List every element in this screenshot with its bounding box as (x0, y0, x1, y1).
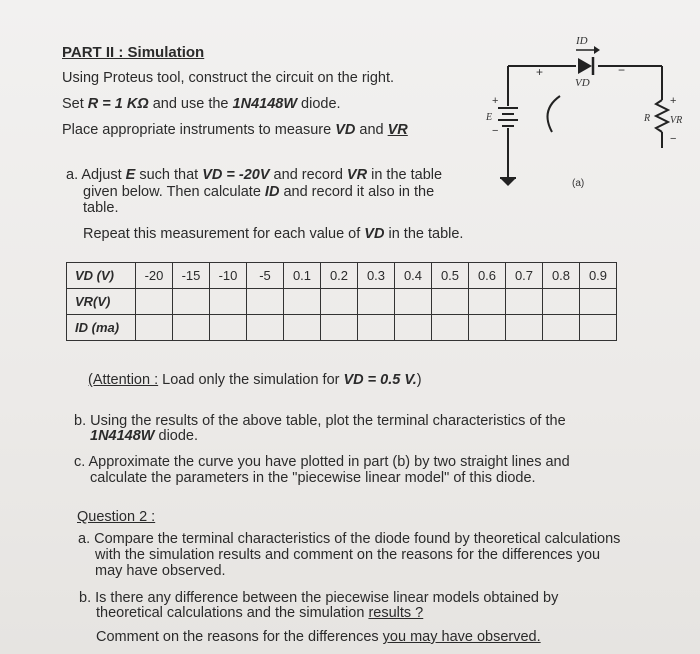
vd-cell: -20 (136, 263, 173, 289)
intro-line-2 (62, 96, 341, 113)
vd-cell: 0.1 (284, 263, 321, 289)
text: diode. (154, 428, 199, 444)
figure-caption: (a) (572, 178, 585, 189)
text: Set (62, 96, 88, 112)
diode-symbol (578, 58, 592, 74)
vd-cell: 0.7 (506, 263, 543, 289)
empty-cell[interactable] (432, 315, 469, 341)
text: and (355, 122, 388, 138)
question-2-label: Question 2 : (77, 509, 156, 525)
vd-cell: 0.2 (321, 263, 358, 289)
vd-cell: 0.9 (580, 263, 617, 289)
ground-arrow (500, 178, 516, 186)
text-link: results ? (368, 605, 424, 621)
vd-cell: 0.6 (469, 263, 506, 289)
question-2-comment (96, 629, 541, 646)
question-2-a-line-1: a. Compare the terminal characteristics of the diode found by theoretical calculations (78, 531, 621, 547)
part-a-line-4 (83, 226, 463, 243)
intro-line-1: Using Proteus tool, construct the circuit on the right. (62, 70, 395, 86)
empty-cell[interactable] (469, 315, 506, 341)
question-2-a-line-3: may have observed. (95, 563, 226, 579)
empty-cell[interactable] (173, 289, 210, 315)
text: theoretical calculations and the simulation (96, 605, 369, 621)
vd-cell: 0.4 (395, 263, 432, 289)
minus-sign: − (670, 133, 677, 145)
vd-cell: 0.3 (358, 263, 395, 289)
attention-label: (Attention : (88, 372, 159, 388)
empty-cell[interactable] (247, 315, 284, 341)
plus-sign: + (492, 95, 499, 107)
text: and use the (148, 96, 233, 112)
part-a-line-3: table. (83, 200, 119, 216)
vr-label: VR (670, 115, 683, 126)
plus-sign: + (536, 65, 544, 79)
empty-cell[interactable] (543, 315, 580, 341)
vd-symbol: VD (364, 226, 385, 242)
row-header-id: ID (ma) (67, 315, 136, 341)
circuit-diagram (480, 28, 690, 198)
table-row-vr (67, 289, 617, 315)
text: Comment on the reasons for the differences (96, 629, 383, 645)
intro-line-3 (62, 122, 408, 139)
vd-cell: 0.8 (543, 263, 580, 289)
empty-cell[interactable] (136, 315, 173, 341)
vd-condition: VD = 0.5 V. (343, 372, 417, 388)
id-arrow-head (594, 46, 600, 54)
vr-symbol: VR (346, 167, 368, 183)
text: Place appropriate instruments to measure (62, 122, 336, 138)
empty-cell[interactable] (469, 289, 506, 315)
r-label: R (644, 113, 651, 124)
question-2-a-line-2: with the simulation results and comment on the reasons for the differences you (95, 547, 601, 563)
part-a-line-2 (83, 184, 434, 201)
section-title: PART II : Simulation (62, 44, 205, 61)
measurement-table (66, 262, 617, 341)
part-c-line-2: calculate the parameters in the "piecewise linear model" of this diode. (90, 470, 536, 486)
part-a-line-1 (66, 167, 442, 184)
switch-arc (548, 96, 561, 132)
empty-cell[interactable] (432, 289, 469, 315)
plus-sign: + (670, 95, 677, 107)
minus-sign: − (492, 125, 499, 137)
resistor-zigzag (656, 100, 668, 132)
text: such that (135, 167, 203, 183)
vr-symbol: VR (387, 122, 408, 138)
e-symbol: E (125, 167, 136, 183)
e-label: E (486, 112, 493, 123)
part-c-line-1: c. Approximate the curve you have plotted in part (b) by two straight lines and (74, 454, 570, 470)
vd-condition: VD = -20V (202, 167, 270, 183)
text: a. Adjust (66, 167, 126, 183)
text: given below. Then calculate (83, 184, 265, 200)
table-row-vd (67, 263, 617, 289)
question-2-b-line-2 (96, 605, 423, 622)
empty-cell[interactable] (358, 315, 395, 341)
question-2-b-line-1: b. Is there any difference between the piecewise linear models obtained by (79, 590, 559, 606)
minus-sign: − (618, 63, 626, 77)
empty-cell[interactable] (580, 289, 617, 315)
resistor-value: R = 1 KΩ (87, 96, 149, 112)
empty-cell[interactable] (284, 315, 321, 341)
empty-cell[interactable] (580, 315, 617, 341)
vd-cell: -5 (247, 263, 284, 289)
text: in the table. (384, 226, 464, 242)
text: Load only the simulation for (158, 372, 344, 388)
text: diode. (297, 96, 341, 112)
part-b-line-2 (90, 428, 198, 445)
text-link: you may have observed. (382, 629, 541, 645)
part-b-line-1: b. Using the results of the above table, plot the terminal characteristics of the (74, 413, 566, 429)
text: in the table (367, 167, 443, 183)
vd-label: VD (575, 77, 590, 89)
vd-cell: 0.5 (432, 263, 469, 289)
vd-cell: -15 (173, 263, 210, 289)
empty-cell[interactable] (210, 289, 247, 315)
row-header-vr: VR(V) (67, 289, 136, 315)
vd-symbol: VD (335, 122, 356, 138)
table-row-id (67, 315, 617, 341)
empty-cell[interactable] (506, 315, 543, 341)
text: ) (416, 372, 422, 388)
row-header-vd: VD (V) (67, 263, 136, 289)
empty-cell[interactable] (247, 289, 284, 315)
empty-cell[interactable] (543, 289, 580, 315)
vd-cell: -10 (210, 263, 247, 289)
text: Repeat this measurement for each value of (83, 226, 365, 242)
empty-cell[interactable] (358, 289, 395, 315)
text: and record it also in the (279, 184, 435, 200)
diode-model: 1N4148W (90, 428, 155, 444)
empty-cell[interactable] (506, 289, 543, 315)
id-label: ID (576, 35, 588, 47)
text: and record (269, 167, 347, 183)
empty-cell[interactable] (395, 315, 432, 341)
empty-cell[interactable] (321, 289, 358, 315)
diode-model: 1N4148W (232, 96, 298, 112)
empty-cell[interactable] (395, 289, 432, 315)
empty-cell[interactable] (321, 315, 358, 341)
id-symbol: ID (264, 184, 280, 200)
empty-cell[interactable] (136, 289, 173, 315)
empty-cell[interactable] (284, 289, 321, 315)
empty-cell[interactable] (210, 315, 247, 341)
empty-cell[interactable] (173, 315, 210, 341)
attention-note (88, 372, 422, 389)
